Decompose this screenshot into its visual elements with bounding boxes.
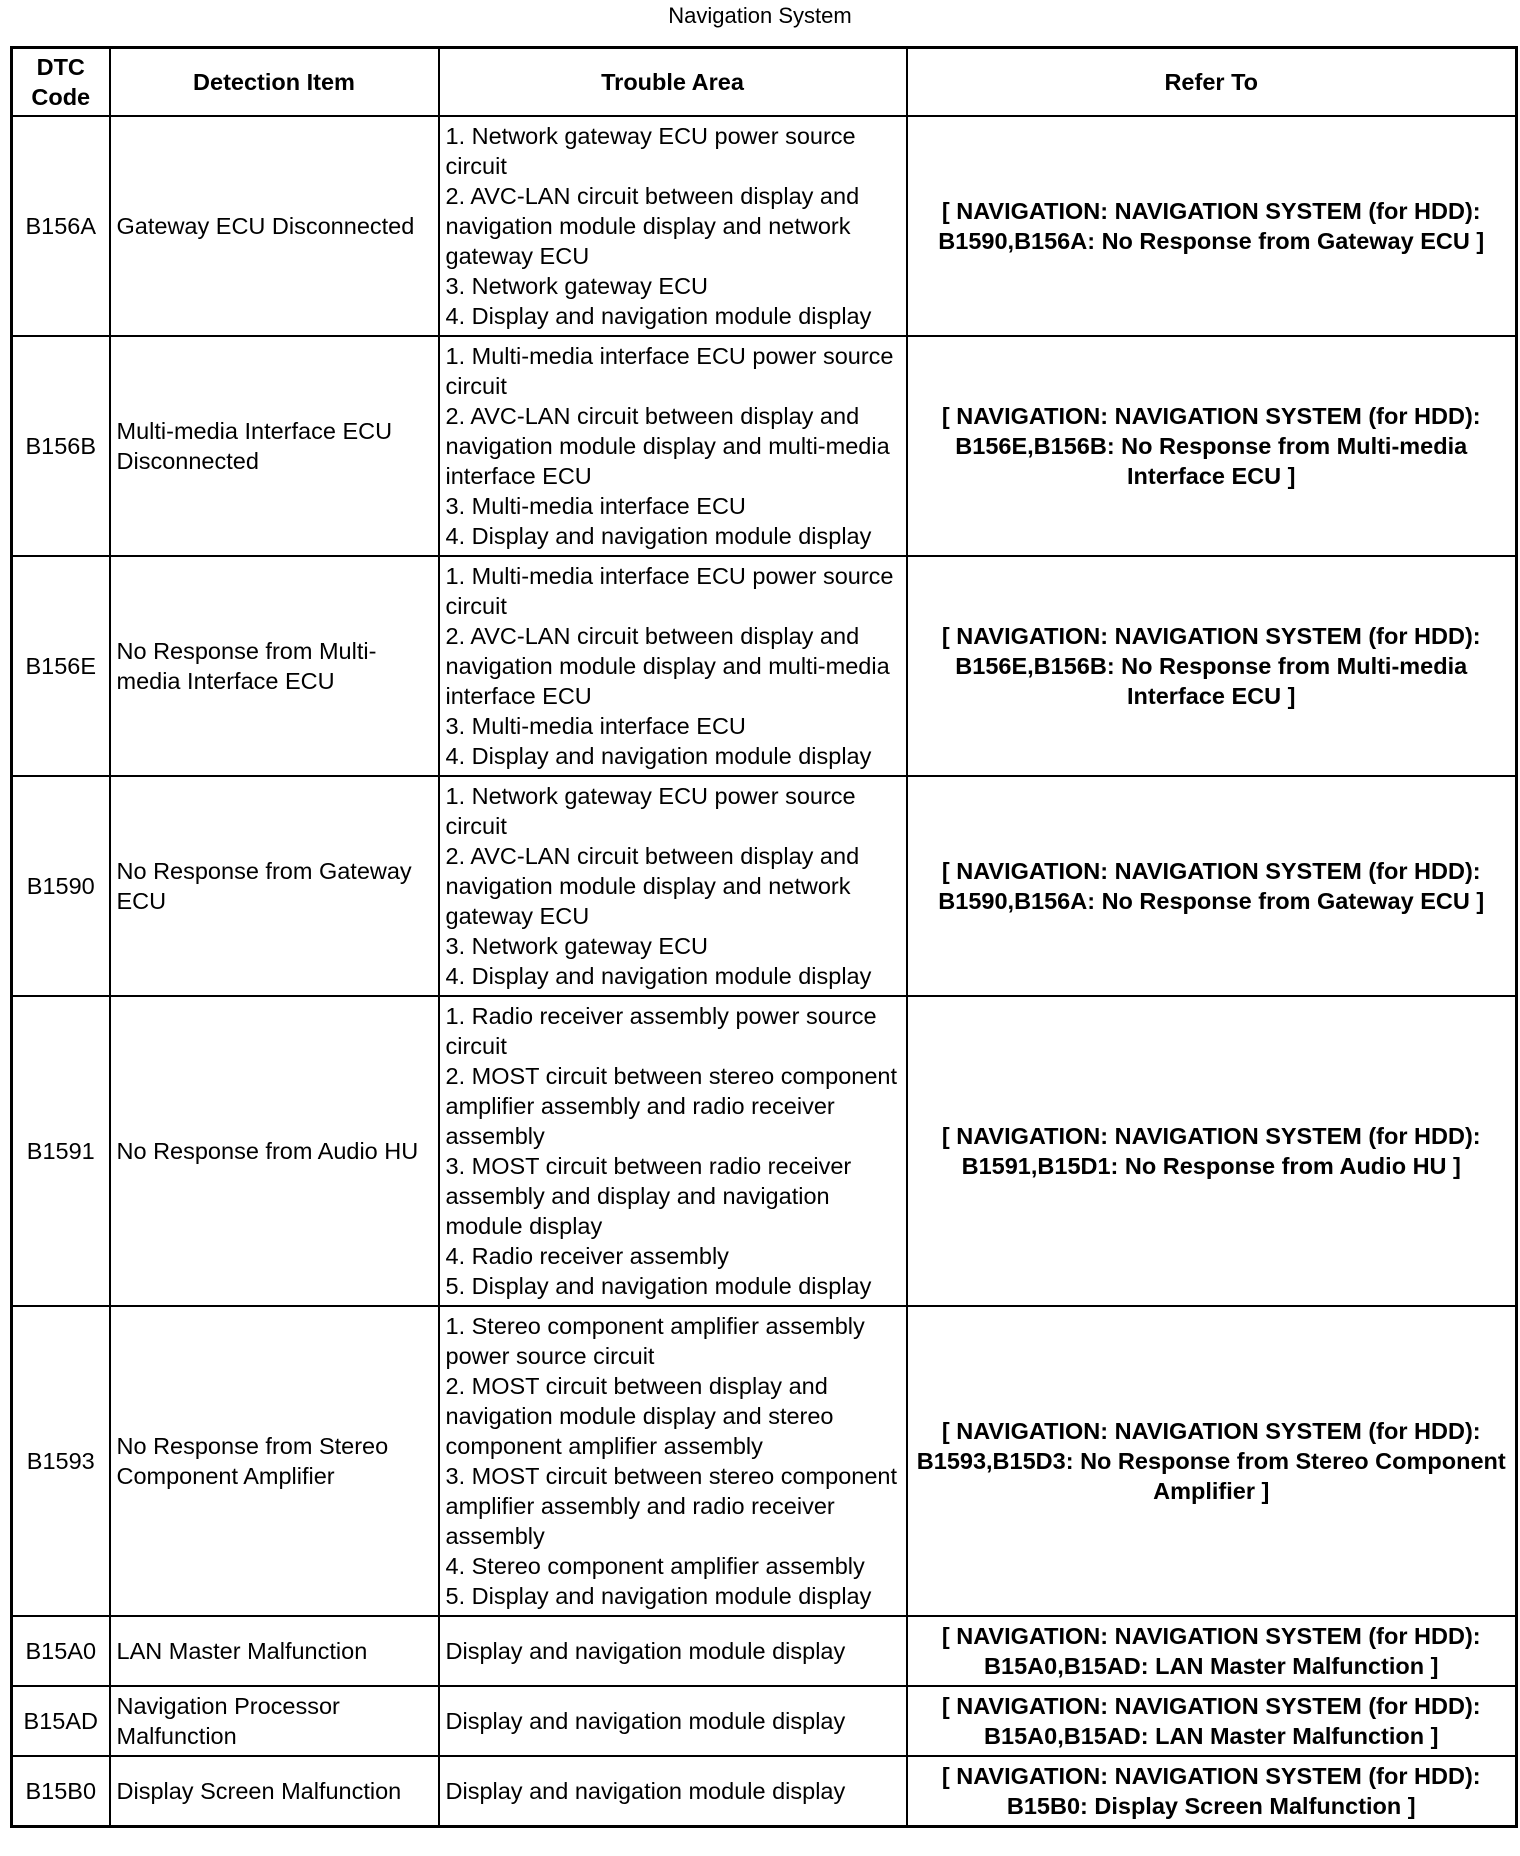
trouble-area-line: 4. Radio receiver assembly (445, 1243, 729, 1269)
trouble-area-cell (439, 1306, 907, 1616)
trouble-area-line: 4. Display and navigation module display (445, 963, 872, 989)
trouble-area-cell (439, 776, 907, 996)
dtc-code-cell: B1590 (12, 776, 110, 996)
column-header-dtc-code: DTC Code (12, 48, 110, 117)
detection-item-cell: Display Screen Malfunction (110, 1756, 439, 1827)
trouble-area-cell (439, 1756, 907, 1827)
trouble-area-cell (439, 1686, 907, 1756)
table-header-row (12, 48, 1517, 117)
refer-to-cell: [ NAVIGATION: NAVIGATION SYSTEM (for HDD): B1591,B15D1: No Response from Audio HU ] (907, 996, 1517, 1306)
detection-item-cell: Multi-media Interface ECU Disconnected (110, 336, 439, 556)
trouble-area-line: 1. Multi-media interface ECU power source circuit (445, 563, 894, 619)
trouble-area-line: 2. AVC-LAN circuit between display and navigation module display and network gateway ECU (445, 843, 860, 929)
detection-item-cell: No Response from Audio HU (110, 996, 439, 1306)
trouble-area-line: 2. MOST circuit between stereo component amplifier assembly and radio receiver assembly (445, 1063, 898, 1149)
detection-item-cell: No Response from Gateway ECU (110, 776, 439, 996)
table-row (12, 1616, 1517, 1686)
trouble-area-cell (439, 556, 907, 776)
table-row (12, 1756, 1517, 1827)
table-row (12, 556, 1517, 776)
table-row (12, 776, 1517, 996)
trouble-area-line: Display and navigation module display (445, 1638, 846, 1664)
trouble-area-line: Display and navigation module display (445, 1708, 846, 1734)
table-row (12, 116, 1517, 336)
trouble-area-line: 5. Display and navigation module display (445, 1273, 872, 1299)
trouble-area-line: 4. Display and navigation module display (445, 523, 872, 549)
refer-to-cell: [ NAVIGATION: NAVIGATION SYSTEM (for HDD): B156E,B156B: No Response from Multi-media Interface ECU ] (907, 556, 1517, 776)
refer-to-cell: [ NAVIGATION: NAVIGATION SYSTEM (for HDD): B15B0: Display Screen Malfunction ] (907, 1756, 1517, 1827)
detection-item-cell: LAN Master Malfunction (110, 1616, 439, 1686)
dtc-table (10, 46, 1518, 1828)
refer-to-cell: [ NAVIGATION: NAVIGATION SYSTEM (for HDD): B15A0,B15AD: LAN Master Malfunction ] (907, 1686, 1517, 1756)
dtc-code-cell: B15AD (12, 1686, 110, 1756)
refer-to-cell: [ NAVIGATION: NAVIGATION SYSTEM (for HDD): B15A0,B15AD: LAN Master Malfunction ] (907, 1616, 1517, 1686)
dtc-code-cell: B156A (12, 116, 110, 336)
trouble-area-line: 2. AVC-LAN circuit between display and navigation module display and network gateway ECU (445, 183, 860, 269)
trouble-area-line: 1. Multi-media interface ECU power source circuit (445, 343, 894, 399)
trouble-area-line: 3. Multi-media interface ECU (445, 713, 746, 739)
trouble-area-line: 4. Display and navigation module display (445, 303, 872, 329)
trouble-area-line: Display and navigation module display (445, 1778, 846, 1804)
detection-item-cell: Navigation Processor Malfunction (110, 1686, 439, 1756)
document-title: Navigation System (668, 3, 852, 28)
trouble-area-line: 3. Multi-media interface ECU (445, 493, 746, 519)
trouble-area-line: 3. Network gateway ECU (445, 933, 709, 959)
trouble-area-line: 3. Network gateway ECU (445, 273, 709, 299)
trouble-area-line: 5. Display and navigation module display (445, 1583, 872, 1609)
refer-to-cell: [ NAVIGATION: NAVIGATION SYSTEM (for HDD): B1590,B156A: No Response from Gateway ECU ] (907, 116, 1517, 336)
table-row (12, 336, 1517, 556)
detection-item-cell: No Response from Multi-media Interface ECU (110, 556, 439, 776)
trouble-area-line: 2. AVC-LAN circuit between display and navigation module display and multi-media interface ECU (445, 623, 890, 709)
detection-item-cell: Gateway ECU Disconnected (110, 116, 439, 336)
column-header-trouble-area: Trouble Area (439, 48, 907, 117)
trouble-area-line: 2. AVC-LAN circuit between display and navigation module display and multi-media interface ECU (445, 403, 890, 489)
column-header-detection-item: Detection Item (110, 48, 439, 117)
dtc-code-cell: B156B (12, 336, 110, 556)
trouble-area-cell (439, 1616, 907, 1686)
table-row (12, 1686, 1517, 1756)
trouble-area-line: 3. MOST circuit between radio receiver assembly and display and navigation module display (445, 1153, 852, 1239)
table-row (12, 1306, 1517, 1616)
trouble-area-line: 1. Radio receiver assembly power source circuit (445, 1003, 877, 1059)
trouble-area-line: 4. Stereo component amplifier assembly (445, 1553, 865, 1579)
dtc-code-cell: B156E (12, 556, 110, 776)
table-body (12, 116, 1517, 1827)
dtc-code-cell: B1591 (12, 996, 110, 1306)
dtc-code-cell: B15A0 (12, 1616, 110, 1686)
refer-to-cell: [ NAVIGATION: NAVIGATION SYSTEM (for HDD): B1593,B15D3: No Response from Stereo Component Amplifier ] (907, 1306, 1517, 1616)
trouble-area-line: 2. MOST circuit between display and navigation module display and stereo component amplifier assembly (445, 1373, 834, 1459)
trouble-area-line: 3. MOST circuit between stereo component amplifier assembly and radio receiver assembly (445, 1463, 898, 1549)
dtc-code-cell: B15B0 (12, 1756, 110, 1827)
trouble-area-line: 1. Network gateway ECU power source circuit (445, 123, 856, 179)
trouble-area-cell (439, 336, 907, 556)
table-row (12, 996, 1517, 1306)
detection-item-cell: No Response from Stereo Component Amplifier (110, 1306, 439, 1616)
refer-to-cell: [ NAVIGATION: NAVIGATION SYSTEM (for HDD): B156E,B156B: No Response from Multi-media Interface ECU ] (907, 336, 1517, 556)
trouble-area-cell (439, 996, 907, 1306)
trouble-area-line: 4. Display and navigation module display (445, 743, 872, 769)
trouble-area-line: 1. Network gateway ECU power source circuit (445, 783, 856, 839)
dtc-code-cell: B1593 (12, 1306, 110, 1616)
column-header-refer-to: Refer To (907, 48, 1517, 117)
refer-to-cell: [ NAVIGATION: NAVIGATION SYSTEM (for HDD): B1590,B156A: No Response from Gateway ECU ] (907, 776, 1517, 996)
trouble-area-line: 1. Stereo component amplifier assembly power source circuit (445, 1313, 865, 1369)
trouble-area-cell (439, 116, 907, 336)
